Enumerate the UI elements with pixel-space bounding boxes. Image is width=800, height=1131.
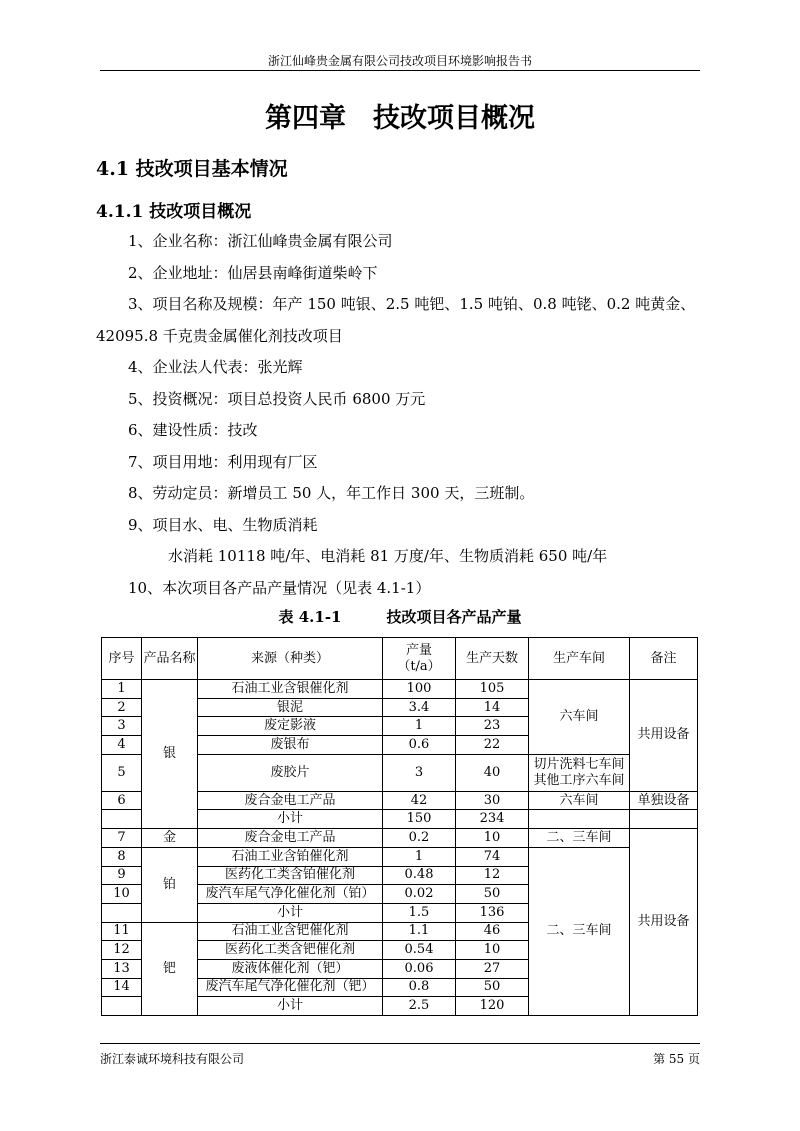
- list-item: 8、劳动定员：新增员工 50 人，年工作日 300 天，三班制。: [128, 484, 535, 502]
- cell-seq: 13: [102, 959, 142, 978]
- list-item: 3、项目名称及规模：年产 150 吨银、2.5 吨钯、1.5 吨铂、0.8 吨铑、0.2 吨黄金、: [128, 295, 696, 313]
- cell-source: 小计: [198, 997, 383, 1016]
- cell-workshop: [529, 754, 630, 791]
- header-rule: [100, 70, 700, 71]
- cell-seq: 9: [102, 866, 142, 885]
- cell-source: 废银布: [198, 736, 383, 755]
- cell-workshop: 六车间: [529, 680, 630, 755]
- cell-product-silver: 银: [142, 680, 198, 829]
- footer-company: 浙江泰诚环境科技有限公司: [100, 1052, 245, 1066]
- cell-days: 10: [456, 941, 529, 960]
- cell-output: 0.6: [383, 736, 456, 755]
- cell-output: 42: [383, 791, 456, 810]
- col-header-days: 生产天数: [456, 638, 529, 680]
- cell-days: 10: [456, 829, 529, 848]
- cell-days: 50: [456, 885, 529, 904]
- list-item: 2、企业地址：仙居县南峰街道柴岭下: [128, 263, 378, 282]
- cell-source: 石油工业含银催化剂: [198, 680, 383, 699]
- cell-seq: 12: [102, 941, 142, 960]
- footer-rule: [100, 1043, 700, 1044]
- list-item: 10、本次项目各产品产量情况（见表 4.1-1）: [128, 578, 431, 597]
- cell-days: 136: [456, 903, 529, 922]
- cell-seq: 7: [102, 829, 142, 848]
- table-row: [102, 847, 698, 866]
- cell-seq: 8: [102, 847, 142, 866]
- section-heading: 4.1 技改项目基本情况: [96, 158, 288, 180]
- col-header-output: [383, 638, 456, 680]
- workshop-line: 切片洗料七车间: [533, 756, 625, 772]
- cell-days: 30: [456, 791, 529, 810]
- cell-seq: 4: [102, 736, 142, 755]
- cell-product-palladium: 钯: [142, 922, 198, 1015]
- table-caption: 表 4.1-1 技改项目各产品产量: [278, 608, 522, 626]
- cell-workshop: [529, 810, 630, 829]
- cell-output: 2.5: [383, 997, 456, 1016]
- cell-days: 23: [456, 717, 529, 736]
- cell-output: 0.48: [383, 866, 456, 885]
- cell-days: 105: [456, 680, 529, 699]
- cell-days: 40: [456, 754, 529, 791]
- cell-product-platinum: 铂: [142, 847, 198, 922]
- cell-source: 小计: [198, 810, 383, 829]
- cell-remark: 单独设备: [630, 791, 698, 810]
- cell-workshop: 二、三车间: [529, 829, 630, 848]
- cell-product-gold: 金: [142, 829, 198, 848]
- cell-days: 50: [456, 978, 529, 997]
- table-row: [102, 680, 698, 699]
- cell-source: 银泥: [198, 698, 383, 717]
- cell-output: 0.54: [383, 941, 456, 960]
- cell-seq: 5: [102, 754, 142, 791]
- table-header-row: [102, 638, 698, 680]
- cell-days: 14: [456, 698, 529, 717]
- cell-seq: 14: [102, 978, 142, 997]
- cell-source: 废胶片: [198, 754, 383, 791]
- cell-source: 废合金电工产品: [198, 829, 383, 848]
- cell-seq: 10: [102, 885, 142, 904]
- table-row: [102, 829, 698, 848]
- cell-output: 1: [383, 717, 456, 736]
- cell-workshop: 六车间: [529, 791, 630, 810]
- col-header-product: 产品名称: [142, 638, 198, 680]
- col-header-remark: 备注: [630, 638, 698, 680]
- cell-days: 12: [456, 866, 529, 885]
- cell-days: 234: [456, 810, 529, 829]
- cell-output: 100: [383, 680, 456, 699]
- cell-days: 22: [456, 736, 529, 755]
- output-unit: （t/a）: [397, 658, 441, 674]
- subsection-heading: 4.1.1 技改项目概况: [96, 202, 252, 222]
- cell-output: 3: [383, 754, 456, 791]
- cell-seq: 2: [102, 698, 142, 717]
- cell-source: 废合金电工产品: [198, 791, 383, 810]
- running-header: 浙江仙峰贵金属有限公司技改项目环境影响报告书: [267, 54, 532, 68]
- cell-source: 石油工业含钯催化剂: [198, 922, 383, 941]
- cell-remark: 共用设备: [630, 680, 698, 792]
- cell-seq: [102, 810, 142, 829]
- col-header-source: 来源（种类）: [198, 638, 383, 680]
- cell-seq: [102, 903, 142, 922]
- cell-output: 150: [383, 810, 456, 829]
- cell-seq: 1: [102, 680, 142, 699]
- list-item: 7、项目用地：利用现有厂区: [128, 452, 318, 471]
- cell-seq: 3: [102, 717, 142, 736]
- cell-output: 0.8: [383, 978, 456, 997]
- list-item: 9、项目水、电、生物质消耗: [128, 515, 318, 534]
- cell-days: 46: [456, 922, 529, 941]
- list-item: 6、建设性质：技改: [128, 421, 258, 439]
- cell-output: 3.4: [383, 698, 456, 717]
- cell-output: 0.2: [383, 829, 456, 848]
- cell-source: 废汽车尾气净化催化剂（钯）: [198, 978, 383, 997]
- product-output-table: [101, 637, 698, 1016]
- cell-source: 废定影液: [198, 717, 383, 736]
- workshop-line: 其他工序六车间: [533, 772, 625, 788]
- cell-source: 废液体催化剂（钯）: [198, 959, 383, 978]
- cell-output: 1.1: [383, 922, 456, 941]
- list-item: 4、企业法人代表：张光辉: [128, 358, 303, 376]
- cell-days: 27: [456, 959, 529, 978]
- chapter-title: 第四章 技改项目概况: [265, 103, 535, 134]
- cell-workshop: 二、三车间: [529, 847, 630, 1015]
- list-item: 5、投资概况：项目总投资人民币 6800 万元: [128, 389, 426, 408]
- cell-seq: 11: [102, 922, 142, 941]
- cell-seq: 6: [102, 791, 142, 810]
- list-item: 1、企业名称：浙江仙峰贵金属有限公司: [128, 232, 393, 250]
- col-header-workshop: 生产车间: [529, 638, 630, 680]
- list-item-detail: 水消耗 10118 吨/年、电消耗 81 万度/年、生物质消耗 650 吨/年: [168, 547, 608, 565]
- col-header-seq: 序号: [102, 638, 142, 680]
- cell-source: 医药化工类含钯催化剂: [198, 941, 383, 960]
- cell-source: 废汽车尾气净化催化剂（铂）: [198, 885, 383, 904]
- cell-source: 石油工业含铂催化剂: [198, 847, 383, 866]
- project-overview-list: [96, 226, 706, 604]
- cell-remark: [630, 810, 698, 829]
- list-item-continuation: 42095.8 千克贵金属催化剂技改项目: [96, 326, 343, 345]
- cell-source: 小计: [198, 903, 383, 922]
- output-label: 产量: [405, 642, 432, 658]
- page-number: 第 55 页: [653, 1052, 700, 1066]
- cell-seq: [102, 997, 142, 1016]
- cell-source: 医药化工类含铂催化剂: [198, 866, 383, 885]
- cell-output: 0.02: [383, 885, 456, 904]
- cell-output: 0.06: [383, 959, 456, 978]
- cell-days: 120: [456, 997, 529, 1016]
- cell-output: 1: [383, 847, 456, 866]
- cell-output: 1.5: [383, 903, 456, 922]
- cell-remark: 共用设备: [630, 829, 698, 1016]
- cell-days: 74: [456, 847, 529, 866]
